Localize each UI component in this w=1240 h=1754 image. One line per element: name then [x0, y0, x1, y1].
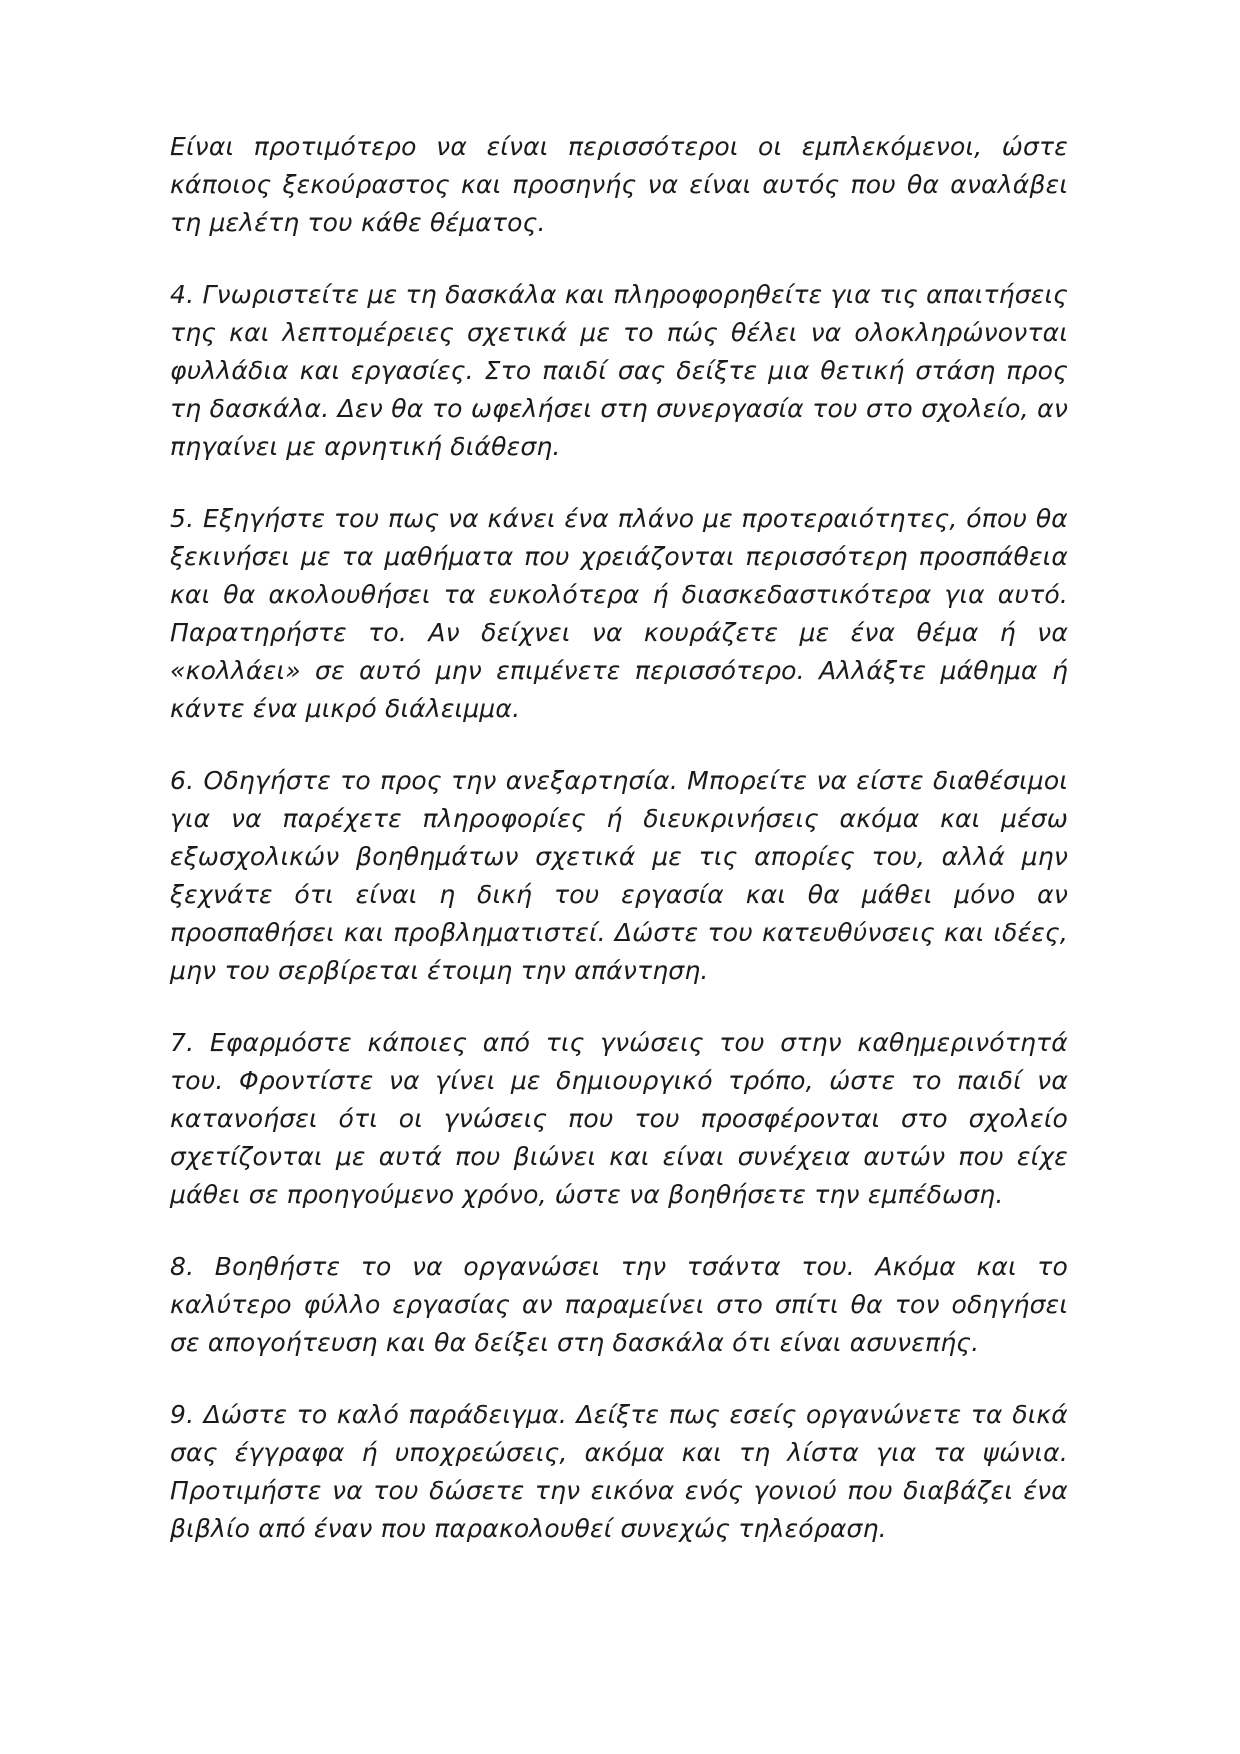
paragraph-item-6: 6. Οδηγήστε το προς την ανεξαρτησία. Μπορείτε να είστε διαθέσιμοι για να παρέχετε πληροφορίες ή διευκρινήσεις ακόμα και μέσω εξωσχολικών βοηθημάτων σχετικά με τις απορίες του, αλλά μην ξεχνάτε ότι είναι η δική του εργασία και θα μάθει μόνο αν προσπαθήσει και προβληματιστεί. Δώστε του κατευθύνσεις και ιδέες, μην του σερβίρεται έτοιμη την απάντηση.	[170, 766, 1068, 985]
paragraph-item-5: 5. Εξηγήστε του πως να κάνει ένα πλάνο με προτεραιότητες, όπου θα ξεκινήσει με τα μαθήματα που χρειάζονται περισσότερη προσπάθεια και θα ακολουθήσει τα ευκολότερα ή διασκεδαστικότερα για αυτό. Παρατηρήστε το. Αν δείχνει να κουράζετε με ένα θέμα ή να «κολλάει» σε αυτό μην επιμένετε περισσότερο. Αλλάξτε μάθημα ή κάντε ένα μικρό διάλειμμα.	[170, 504, 1068, 723]
paragraph-intro: Είναι προτιμότερο να είναι περισσότεροι οι εμπλεκόμενοι, ώστε κάποιος ξεκούραστος και προσηνής να είναι αυτός που θα αναλάβει τη μελέτη του κάθε θέματος.	[170, 132, 1068, 237]
paragraph-item-4: 4. Γνωριστείτε με τη δασκάλα και πληροφορηθείτε για τις απαιτήσεις της και λεπτομέρειες σχετικά με το πώς θέλει να ολοκληρώνονται φυλλάδια και εργασίες. Στο παιδί σας δείξτε μια θετική στάση προς τη δασκάλα. Δεν θα το ωφελήσει στη συνεργασία του στο σχολείο, αν πηγαίνει με αρνητική διάθεση.	[170, 280, 1068, 461]
document-content	[170, 128, 1068, 1548]
paragraph-item-7: 7. Εφαρμόστε κάποιες από τις γνώσεις του στην καθημερινότητά του. Φροντίστε να γίνει με δημιουργικό τρόπο, ώστε το παιδί να κατανοήσει ότι οι γνώσεις που του προσφέρονται στο σχολείο σχετίζονται με αυτά που βιώνει και είναι συνέχεια αυτών που είχε μάθει σε προηγούμενο χρόνο, ώστε να βοηθήσετε την εμπέδωση.	[170, 1028, 1068, 1209]
paragraph-item-9: 9. Δώστε το καλό παράδειγμα. Δείξτε πως εσείς οργανώνετε τα δικά σας έγγραφα ή υποχρεώσεις, ακόμα και τη λίστα για τα ψώνια. Προτιμήστε να του δώσετε την εικόνα ενός γονιού που διαβάζει ένα βιβλίο από έναν που παρακολουθεί συνεχώς τηλεόραση.	[170, 1400, 1068, 1543]
paragraph-item-8: 8. Βοηθήστε το να οργανώσει την τσάντα του. Ακόμα και το καλύτερο φύλλο εργασίας αν παραμείνει στο σπίτι θα τον οδηγήσει σε απογοήτευση και θα δείξει στη δασκάλα ότι είναι ασυνεπής.	[170, 1252, 1068, 1357]
